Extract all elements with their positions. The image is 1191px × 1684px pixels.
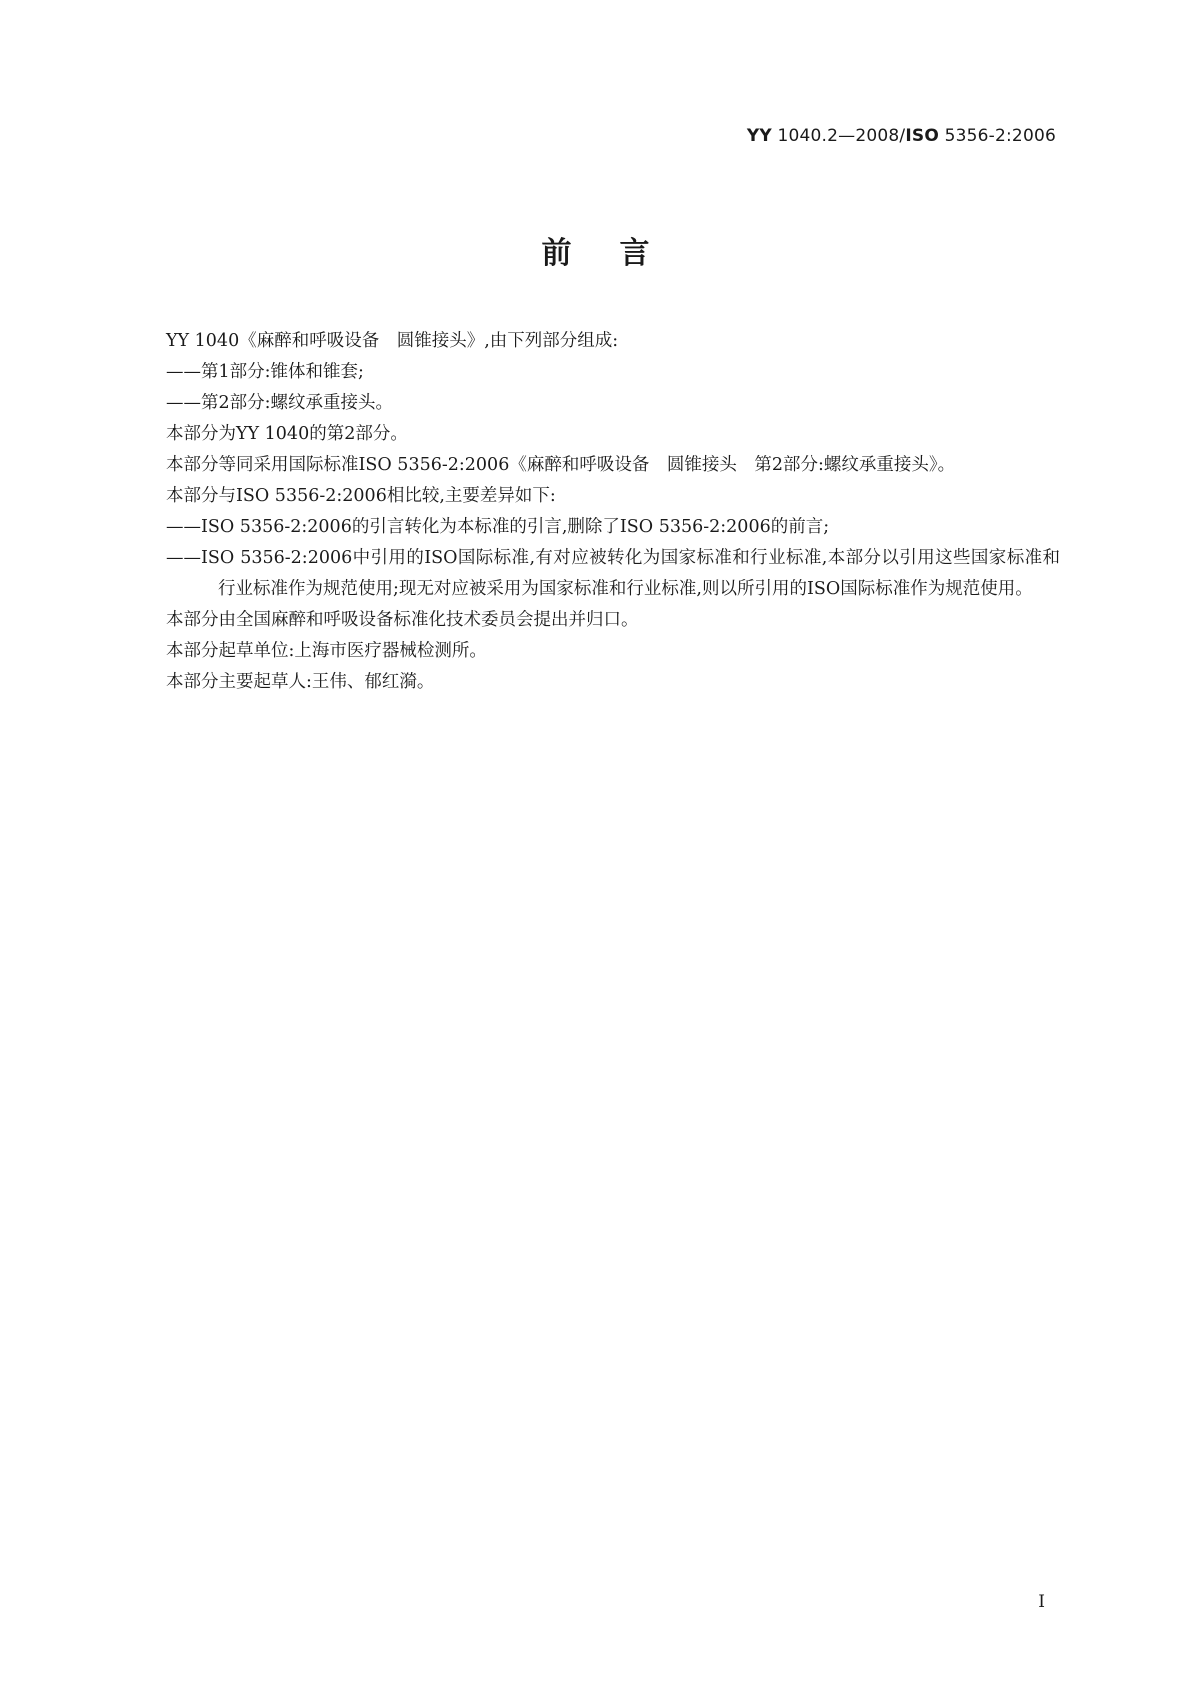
paragraph-parts-intro: YY 1040《麻醉和呼吸设备 圆锥接头》,由下列部分组成:	[166, 331, 619, 351]
code-prefix: YY	[746, 126, 772, 146]
page-title: 前言	[541, 236, 698, 271]
list-item-difference-1: ——ISO 5356-2:2006的引言转化为本标准的引言,删除了ISO 5356-2:2006的前言;	[166, 517, 830, 537]
iso-prefix: ISO	[905, 126, 939, 146]
paragraph-proposed-by: 本部分由全国麻醉和呼吸设备标准化技术委员会提出并归口。	[166, 610, 639, 630]
standard-code-header	[747, 126, 1056, 146]
paragraph-differences-intro: 本部分与ISO 5356-2:2006相比较,主要差异如下:	[166, 486, 556, 506]
iso-number: 5356-2:2006	[944, 126, 1056, 146]
list-item-part-1: ——第1部分:锥体和锥套;	[166, 362, 364, 382]
paragraph-equivalent-standard: 本部分等同采用国际标准ISO 5356-2:2006《麻醉和呼吸设备 圆锥接头 第2部分:螺纹承重接头》。	[166, 455, 956, 475]
foreword-body	[130, 326, 1060, 698]
list-item-difference-2: ——ISO 5356-2:2006中引用的ISO国际标准,有对应被转化为国家标准和行业标准,本部分以引用这些国家标准和行业标准作为规范使用;现无对应被采用为国家标准和行业标准,则以所引用的ISO国际标准作为规范使用。	[166, 548, 1060, 599]
code-number: 1040.2—2008/	[777, 126, 906, 146]
paragraph-drafters: 本部分主要起草人:王伟、郁红漪。	[166, 672, 435, 692]
page-number: I	[1038, 1592, 1045, 1612]
list-item-part-2: ——第2部分:螺纹承重接头。	[166, 393, 394, 413]
paragraph-drafting-unit: 本部分起草单位:上海市医疗器械检测所。	[166, 641, 487, 661]
paragraph-this-part: 本部分为YY 1040的第2部分。	[166, 424, 408, 444]
